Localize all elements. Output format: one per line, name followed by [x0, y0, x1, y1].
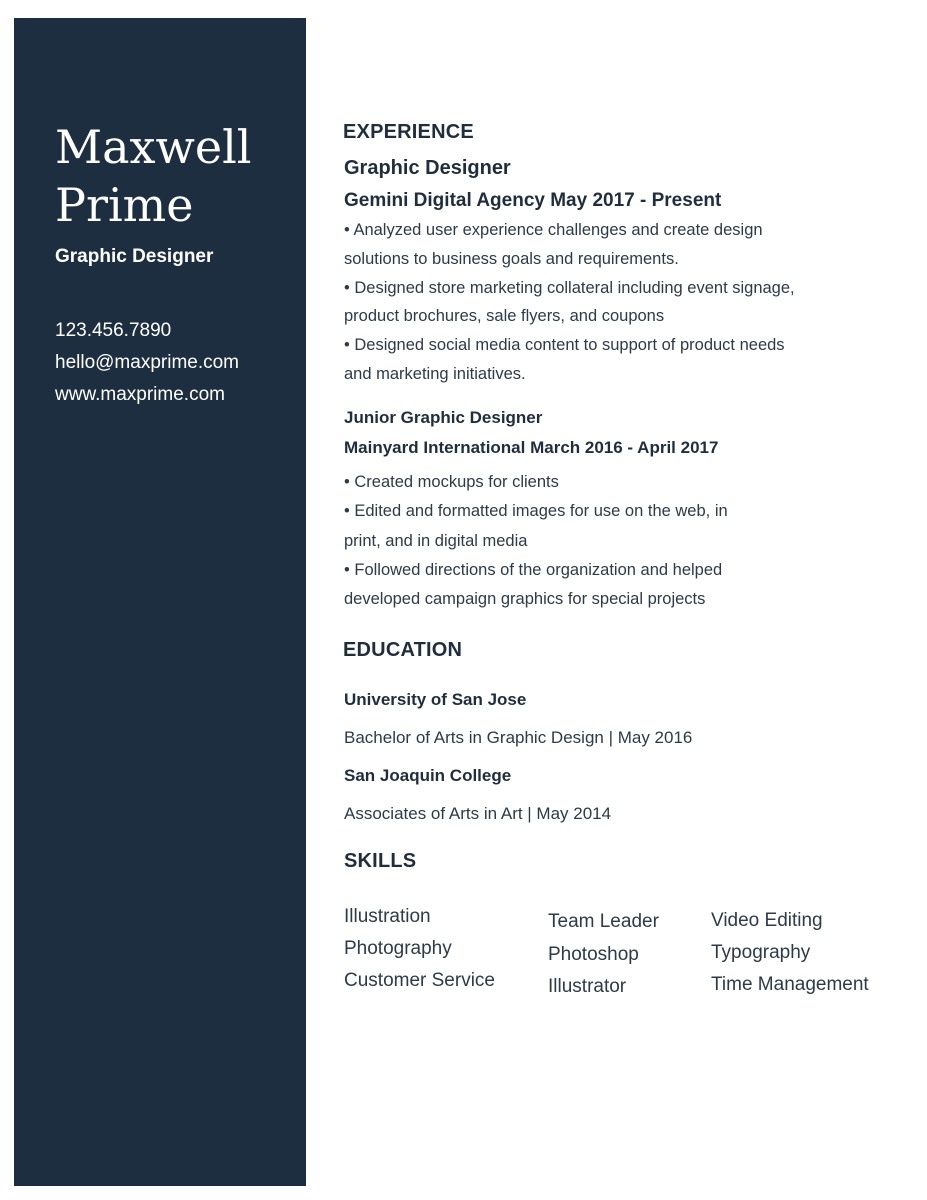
- experience-heading: EXPERIENCE: [343, 121, 474, 143]
- job-bullet: and marketing initiatives.: [344, 365, 526, 383]
- education-degree: Bachelor of Arts in Graphic Design | May 2016: [344, 728, 693, 747]
- job-bullet: print, and in digital media: [344, 532, 528, 550]
- education-school: San Joaquin College: [344, 766, 512, 785]
- job-title: Graphic Designer: [344, 157, 511, 179]
- job-bullet: • Designed social media content to support of product needs: [344, 336, 785, 354]
- job-title: Junior Graphic Designer: [344, 408, 543, 427]
- skill-item: Illustration: [344, 906, 431, 927]
- job-company-dates: Gemini Digital Agency May 2017 - Present: [344, 190, 722, 211]
- email-address: hello@maxprime.com: [55, 352, 240, 373]
- skill-item: Photoshop: [548, 944, 639, 965]
- job-bullet: • Designed store marketing collateral including event signage,: [344, 279, 795, 297]
- job-company-dates: Mainyard International March 2016 - April 2017: [344, 438, 719, 457]
- job-bullet: solutions to business goals and requirements.: [344, 250, 679, 268]
- website-url: www.maxprime.com: [55, 384, 225, 405]
- job-bullet: • Followed directions of the organization and helped: [344, 561, 723, 579]
- job-bullet: product brochures, sale flyers, and coupons: [344, 307, 665, 325]
- job-bullet: developed campaign graphics for special projects: [344, 590, 706, 608]
- phone-number: 123.456.7890: [55, 320, 172, 341]
- skill-item: Illustrator: [548, 976, 627, 997]
- job-bullet: • Analyzed user experience challenges and create design: [344, 221, 763, 239]
- education-school: University of San Jose: [344, 690, 527, 709]
- first-name: Maxwell: [55, 120, 252, 174]
- skills-heading: SKILLS: [344, 850, 417, 872]
- role-title: Graphic Designer: [55, 246, 214, 267]
- education-degree: Associates of Arts in Art | May 2014: [344, 804, 612, 823]
- skill-item: Typography: [711, 942, 811, 963]
- job-bullet: • Created mockups for clients: [344, 473, 559, 491]
- job-bullet: • Edited and formatted images for use on the web, in: [344, 502, 728, 520]
- skill-item: Team Leader: [548, 911, 659, 932]
- education-heading: EDUCATION: [343, 639, 463, 661]
- skill-item: Photography: [344, 938, 452, 959]
- skill-item: Video Editing: [711, 910, 823, 931]
- skill-item: Time Management: [711, 974, 869, 995]
- last-name: Prime: [55, 178, 194, 232]
- skill-item: Customer Service: [344, 970, 495, 991]
